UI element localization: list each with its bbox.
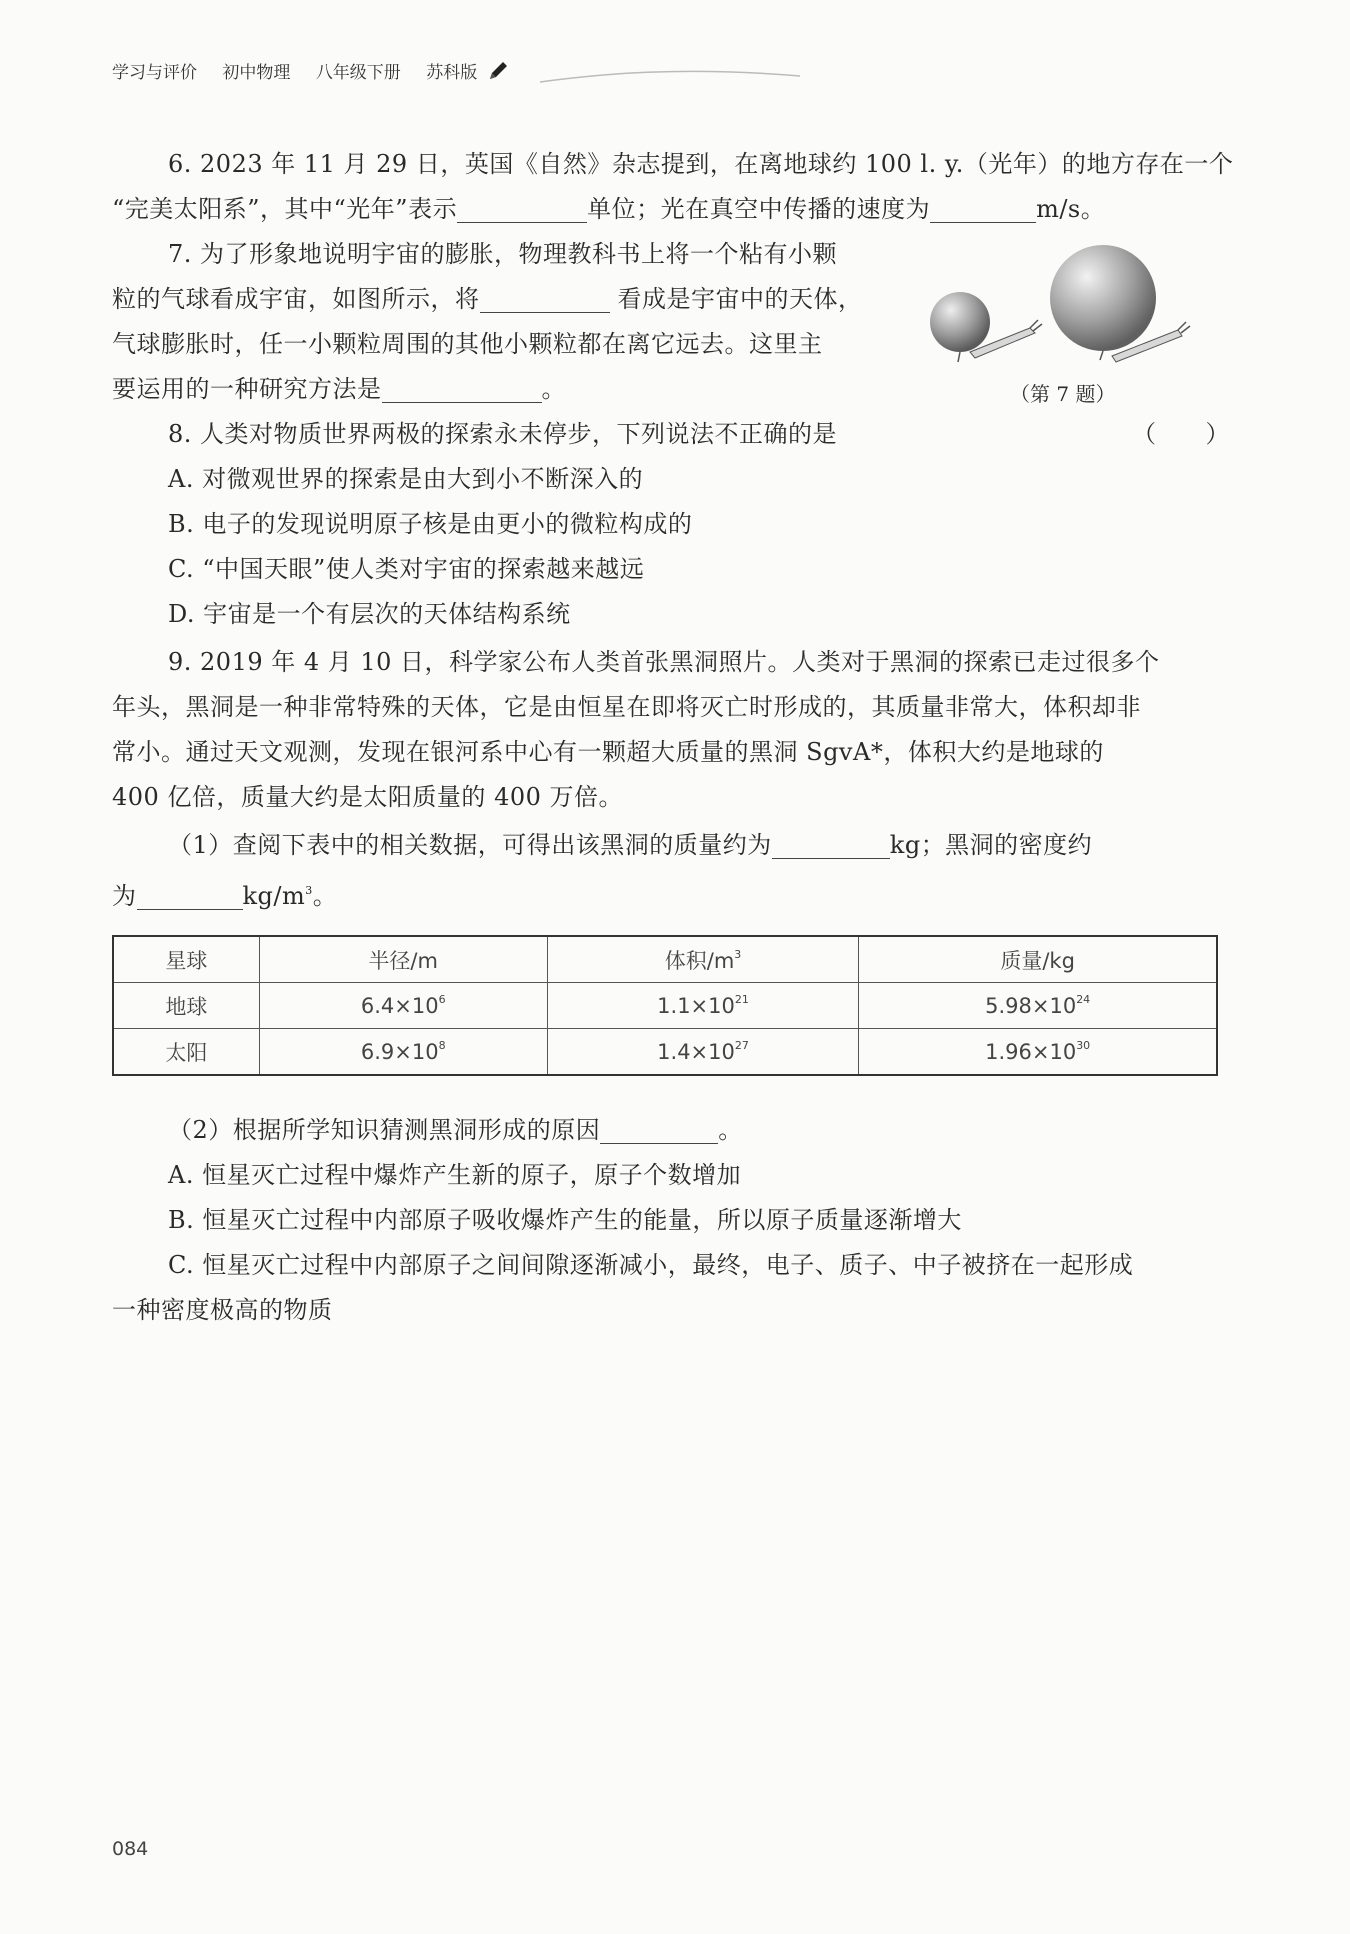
q9-sub1-text-e: 。	[312, 882, 338, 910]
table-row	[113, 1029, 1217, 1076]
q9-sub1-text-b: kg；黑洞的密度约	[889, 831, 1093, 859]
table-header-row	[113, 936, 1217, 983]
header-volume: 体积$/m^3$	[547, 936, 859, 983]
q7-blank-body[interactable]	[480, 284, 610, 313]
star-data-table	[112, 935, 1218, 1076]
q9-sub2	[112, 1108, 1278, 1153]
q6-blank-speed[interactable]	[930, 194, 1036, 223]
q6-text-c: m/s。	[1036, 195, 1106, 223]
q8-stem	[112, 412, 1278, 457]
q9-option-c[interactable]: C. 恒星灭亡过程中内部原子之间间隙逐渐减小，最终，电子、质子、中子被挤在一起形成	[168, 1251, 1134, 1279]
q9-option-a[interactable]: A. 恒星灭亡过程中爆炸产生新的原子，原子个数增加	[168, 1161, 742, 1189]
q9-line3: 常小。通过天文观测，发现在银河系中心有一颗超大质量的黑洞 SgvA*，体积大约是地球的	[112, 738, 1104, 766]
table-row	[113, 983, 1217, 1029]
cell-volume: $1.1\times 10^{21}$	[547, 983, 859, 1029]
header-radius: 半径/m	[259, 936, 547, 983]
q6-text-b: 单位；光在真空中传播的速度为	[587, 195, 931, 223]
q6-line1: 6. 2023 年 11 月 29 日，英国《自然》杂志提到，在离地球约 100 l. y.（光年）的地方存在一个	[168, 150, 1234, 178]
book-title: 学习与评价	[112, 63, 197, 83]
cell-name: 地球	[113, 983, 259, 1029]
q9-line2: 年头，黑洞是一种非常特殊的天体，它是由恒星在即将灭亡时形成的，其质量非常大，体积却非	[112, 693, 1141, 721]
q9-sub1-text-a: （1）查阅下表中的相关数据，可得出该黑洞的质量约为	[168, 831, 772, 859]
page-header	[112, 58, 509, 83]
q7-text-b: 看成是宇宙中的天体，	[617, 285, 863, 313]
q6-blank-unit[interactable]	[457, 194, 587, 223]
edition: 苏科版	[426, 63, 478, 83]
q7-line3: 气球膨胀时，任一小颗粒周围的其他小颗粒都在离它远去。这里主	[112, 330, 823, 358]
q7-text-c: 要运用的一种研究方法是	[112, 375, 382, 403]
q9-line4: 400 亿倍，质量大约是太阳质量的 400 万倍。	[112, 783, 624, 811]
q7-text-d: 。	[541, 375, 566, 403]
q9-sub2-text-a: （2）根据所学知识猜测黑洞形成的原因	[168, 1116, 601, 1144]
q8-option-c[interactable]: C. “中国天眼”使人类对宇宙的探索越来越远	[168, 555, 645, 583]
cell-volume: $1.4\times 10^{27}$	[547, 1029, 859, 1076]
q8-option-d[interactable]: D. 宇宙是一个有层次的天体结构系统	[168, 600, 571, 628]
cell-name: 太阳	[113, 1029, 259, 1076]
large-balloon	[1050, 245, 1156, 351]
header-star: 星球	[113, 936, 259, 983]
q9-option-b[interactable]: B. 恒星灭亡过程中内部原子吸收爆炸产生的能量，所以原子质量逐渐增大	[168, 1206, 962, 1234]
q9-sub1	[112, 823, 1278, 868]
q6-line2	[112, 187, 1222, 232]
q6-text-a: “完美太阳系”，其中“光年”表示	[112, 195, 458, 223]
q9-line1: 9. 2019 年 4 月 10 日，科学家公布人类首张黑洞照片。人类对于黑洞的探索已走过很多个	[168, 648, 1160, 676]
header-swoosh	[540, 62, 800, 92]
q9-sub1-text-c: 为	[112, 882, 137, 910]
q7-text-a: 粒的气球看成宇宙，如图所示，将	[112, 285, 480, 313]
cell-mass: $1.96\times 10^{30}$	[859, 1029, 1217, 1076]
q8-stem-text: 8. 人类对物质世界两极的探索永未停步，下列说法不正确的是	[168, 420, 838, 448]
pen-icon	[487, 60, 509, 82]
small-balloon	[930, 292, 990, 352]
q9-sub1-line2	[112, 868, 1222, 919]
header-mass: 质量/kg	[859, 936, 1217, 983]
cell-radius: $6.9\times 10^8$	[259, 1029, 547, 1076]
q9-option-c-cont: 一种密度极高的物质	[112, 1296, 333, 1324]
q7-line1: 7. 为了形象地说明宇宙的膨胀，物理教科书上将一个粘有小颗	[168, 240, 838, 268]
answer-bracket[interactable]: （ ）	[1132, 420, 1230, 448]
cell-mass: $5.98\times 10^{24}$	[859, 983, 1217, 1029]
q8-option-b[interactable]: B. 电子的发现说明原子核是由更小的微粒构成的	[168, 510, 693, 538]
figure-caption: （第 7 题）	[1010, 382, 1116, 406]
subject: 初中物理	[222, 63, 291, 83]
q9-sub1-text-d: kg/m	[242, 882, 306, 910]
unit-exponent: 3	[305, 884, 313, 897]
cell-radius: $6.4\times 10^6$	[259, 983, 547, 1029]
grade: 八年级下册	[315, 63, 401, 83]
q9-blank-reason[interactable]	[600, 1115, 718, 1144]
q9-blank-mass[interactable]	[772, 830, 890, 859]
q9-sub2-text-b: 。	[718, 1116, 743, 1144]
q8-option-a[interactable]: A. 对微观世界的探索是由大到小不断深入的	[168, 465, 644, 493]
q9-blank-density[interactable]	[137, 881, 243, 910]
q7-blank-method[interactable]	[382, 374, 542, 403]
page-number: 084	[112, 1838, 149, 1860]
